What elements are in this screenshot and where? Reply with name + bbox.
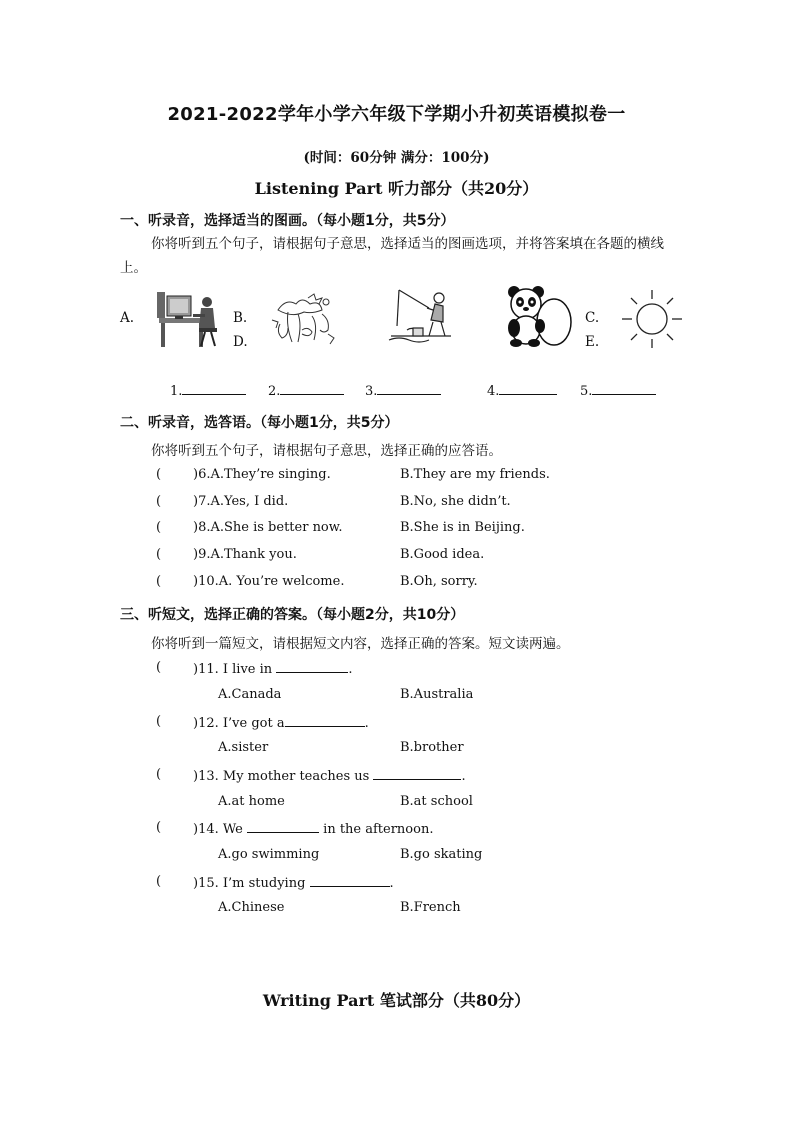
section2-instruction: 你将听到五个句子，请根据句子意思，选择正确的应答语。 xyxy=(151,443,502,459)
question-12-option-a: A.sister xyxy=(218,740,269,755)
section3-heading: 三、听短文，选择正确的答案。（每小题2分，共10分） xyxy=(120,607,465,623)
answer-paren-6[interactable]: ( xyxy=(156,467,162,482)
answer-paren-11[interactable]: ( xyxy=(156,660,162,675)
answer-paren-9[interactable]: ( xyxy=(156,547,162,562)
option-label-a: A. xyxy=(120,310,135,326)
answer-paren-13[interactable]: ( xyxy=(156,767,162,782)
question-11: )11. I live in . xyxy=(193,662,353,677)
computer-desk-picture xyxy=(155,288,225,350)
section3-instruction: 你将听到一篇短文，请根据短文内容，选择正确的答案。短文读两遍。 xyxy=(151,636,570,652)
sun-picture xyxy=(620,288,684,350)
question-9-option-b: B.Good idea. xyxy=(400,547,485,562)
answer-blank-2[interactable]: 2. xyxy=(268,382,344,399)
option-label-c: C. xyxy=(585,310,600,326)
section2-heading: 二、听录音，选答语。（每小题1分，共5分） xyxy=(120,415,399,431)
question-15: )15. I’m studying . xyxy=(193,876,394,891)
flower-tree-picture xyxy=(268,290,340,350)
answer-paren-8[interactable]: ( xyxy=(156,520,162,535)
answer-paren-15[interactable]: ( xyxy=(156,874,162,889)
section1-heading: 一、听录音，选择适当的图画。（每小题1分，共5分） xyxy=(120,213,455,229)
writing-part-title: Writing Part 笔试部分（共80分） xyxy=(262,991,531,1010)
answer-paren-7[interactable]: ( xyxy=(156,494,162,509)
question-8: )8.A.She is better now. xyxy=(193,520,343,535)
section1-instruction: 你将听到五个句子，请根据句子意思，选择适当的图画选项，并将答案填在各题的横线上。 xyxy=(120,236,664,276)
question-14-option-a: A.go swimming xyxy=(218,847,320,862)
question-9: )9.A.Thank you. xyxy=(193,547,297,562)
fill-blank-13[interactable] xyxy=(373,767,461,780)
question-15-option-b: B.French xyxy=(400,900,461,915)
answer-blank-5[interactable]: 5. xyxy=(580,382,656,399)
fill-blank-14[interactable] xyxy=(247,820,319,833)
fill-blank-15[interactable] xyxy=(310,874,390,887)
question-10-option-b: B.Oh, sorry. xyxy=(400,574,478,589)
page-title: 2021-2022学年小学六年级下学期小升初英语模拟卷一 xyxy=(167,104,626,125)
question-6: )6.A.They’re singing. xyxy=(193,467,331,482)
question-7-option-b: B.No, she didn’t. xyxy=(400,494,511,509)
question-7: )7.A.Yes, I did. xyxy=(193,494,289,509)
option-label-e: E. xyxy=(585,334,600,350)
fill-blank-11[interactable] xyxy=(276,660,348,673)
question-11-option-a: A.Canada xyxy=(218,687,282,702)
question-6-option-b: B.They are my friends. xyxy=(400,467,550,482)
question-14-option-b: B.go skating xyxy=(400,847,483,862)
question-10: )10.A. You’re welcome. xyxy=(193,574,345,589)
question-13-option-b: B.at school xyxy=(400,794,473,809)
question-15-option-a: A.Chinese xyxy=(218,900,285,915)
question-14: )14. We in the afternoon. xyxy=(193,822,434,837)
answer-blank-3[interactable]: 3. xyxy=(365,382,441,399)
question-13: )13. My mother teaches us . xyxy=(193,769,466,784)
fishing-picture xyxy=(385,286,457,348)
panda-picture xyxy=(500,286,576,348)
fill-blank-12[interactable] xyxy=(285,714,365,727)
question-12: )12. I’ve got a . xyxy=(193,716,369,731)
question-13-option-a: A.at home xyxy=(218,794,285,809)
answer-paren-10[interactable]: ( xyxy=(156,574,162,589)
exam-info: (时间：60分钟 满分：100分) xyxy=(303,150,490,166)
answer-blank-1[interactable]: 1. xyxy=(170,382,246,399)
question-12-option-b: B.brother xyxy=(400,740,464,755)
option-label-b: B. xyxy=(233,310,248,326)
answer-paren-12[interactable]: ( xyxy=(156,714,162,729)
answer-blank-4[interactable]: 4. xyxy=(487,382,557,399)
answer-paren-14[interactable]: ( xyxy=(156,820,162,835)
option-label-d: D. xyxy=(233,334,248,350)
question-11-option-b: B.Australia xyxy=(400,687,474,702)
question-8-option-b: B.She is in Beijing. xyxy=(400,520,525,535)
listening-part-title: Listening Part 听力部分（共20分） xyxy=(254,179,539,198)
